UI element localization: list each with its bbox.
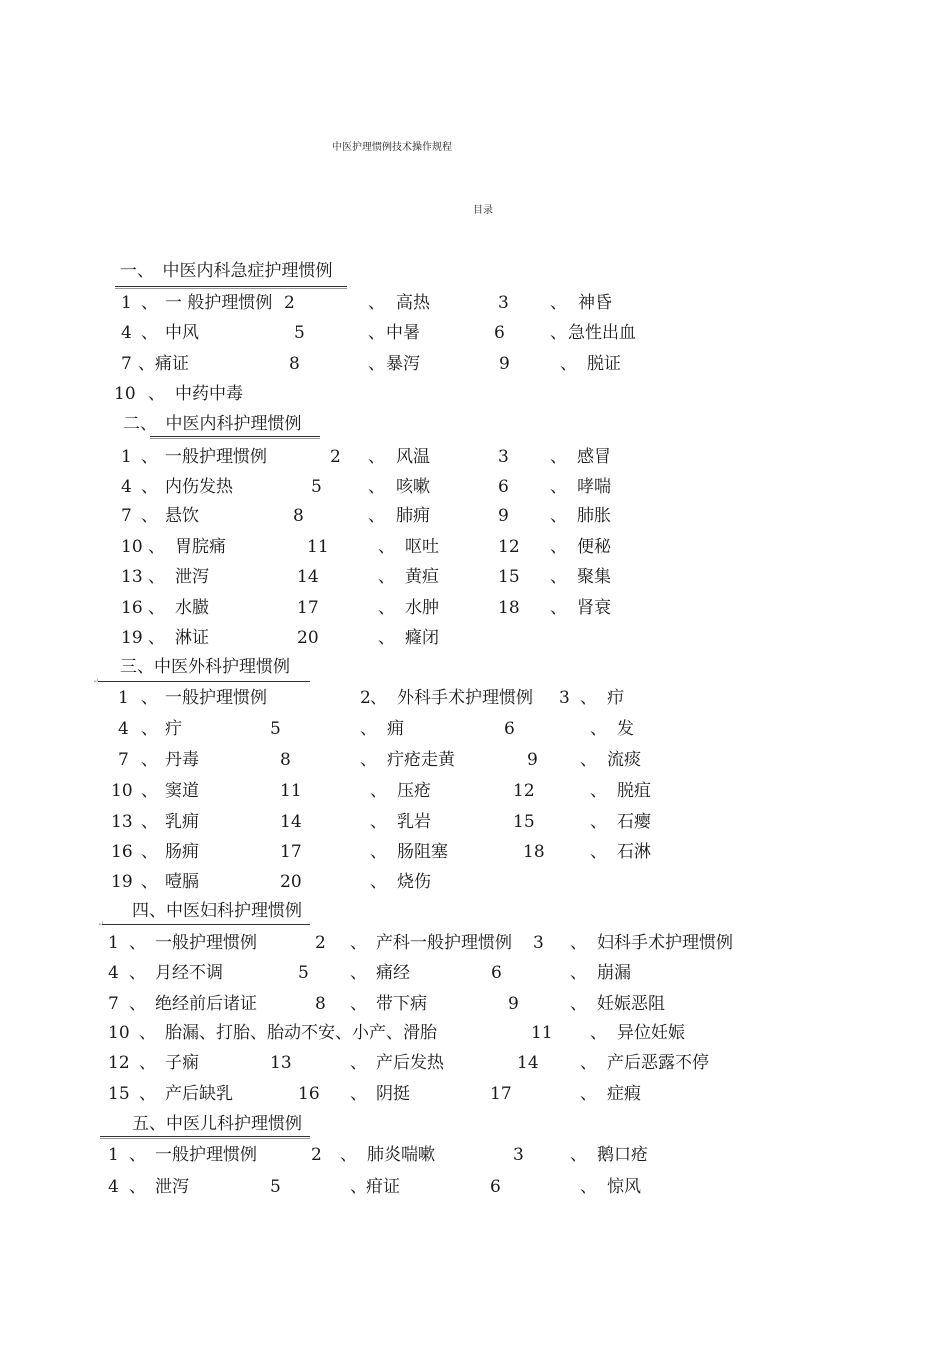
item-number: 6 [498,477,509,497]
item-number: 6 [490,1177,501,1197]
item-separator: 、 [141,750,158,770]
item-title: 肠痈 [165,842,199,862]
item-number: 6 [494,323,505,343]
item-title: 产后缺乳 [165,1084,233,1104]
item-title: 症瘕 [607,1084,641,1104]
item-separator: 、 [350,963,367,983]
item-separator: 、 [350,994,367,1014]
item-separator: 、 [550,293,567,313]
item-number: 11 [280,781,302,801]
item-number: 3 [498,293,509,313]
item-separator: 、 [370,781,387,801]
item-separator: 、 [360,719,377,739]
item-title: 感冒 [577,447,611,467]
item-title: 脱证 [587,354,621,374]
item-separator: 、 [148,628,165,648]
item-number: 15 [513,812,535,832]
item-separator: 、 [350,933,367,953]
item-title: 胎漏、打胎、胎动不安、小产、滑胎 [165,1023,437,1043]
item-separator: 、 [580,750,597,770]
item-separator: 、 [148,567,165,587]
item-separator: 、 [378,537,395,557]
item-number: 16 [121,598,143,618]
item-number: 8 [293,506,304,526]
item-title: 水肿 [405,598,439,618]
item-separator: 、 [141,781,158,801]
item-separator: 、 [129,963,146,983]
item-separator: 、 [550,567,567,587]
item-title: 肺痈 [396,506,430,526]
item-separator: 、 [550,537,567,557]
heading-underline [115,286,347,289]
item-title: 阴挺 [376,1084,410,1104]
section-heading-surgery: 三、中医外科护理惯例 [120,657,290,677]
item-separator: 、 [129,1177,146,1197]
item-number: 13 [111,812,133,832]
item-number: 8 [315,994,326,1014]
item-separator: 、 [360,750,377,770]
item-separator: 、 [590,812,607,832]
item-separator: 、 [141,842,158,862]
item-title: 妇科手术护理惯例 [597,933,733,953]
item-number: 10 [121,537,143,557]
item-title: 异位妊娠 [617,1023,685,1043]
item-title: 流痰 [607,750,641,770]
item-number: 13 [270,1053,292,1073]
item-title: 肾衰 [577,598,611,618]
item-number: 7 [118,750,129,770]
item-number: 1 [118,688,129,708]
item-separator: 、 [370,872,387,892]
item-separator: 、 [141,293,158,313]
item-title: 高热 [396,293,430,313]
item-separator: 、 [550,323,567,343]
item-number: 12 [513,781,535,801]
section-heading-gynecology: 四、中医妇科护理惯例 [132,901,302,921]
item-separator: 、 [370,688,387,708]
toc-label: 目录 [473,205,493,216]
item-number: 20 [280,872,302,892]
item-number: 2 [311,1145,322,1165]
item-title: 胃脘痛 [175,537,226,557]
item-separator: 、 [141,447,158,467]
item-separator: 、 [560,354,577,374]
item-title: 便秘 [577,537,611,557]
item-number: 19 [121,628,143,648]
item-separator: 、 [148,537,165,557]
item-number: 4 [108,1177,119,1197]
item-separator: 、 [148,384,165,404]
heading-underline [100,1136,310,1139]
item-separator: 、 [368,293,385,313]
item-title: 绝经前后诸证 [155,994,257,1014]
item-separator: 、 [368,506,385,526]
item-separator: 、 [370,812,387,832]
heading-underline [98,681,310,682]
item-title: 石瘿 [617,812,651,832]
item-separator: 、 [580,1053,597,1073]
item-title: 痛证 [155,354,189,374]
item-title: 急性出血 [568,323,636,343]
item-number: 7 [121,506,132,526]
item-number: 18 [523,842,545,862]
item-separator: 、 [141,477,158,497]
item-number: 14 [280,812,302,832]
document-title: 中医护理惯例技术操作规程 [332,142,452,153]
item-title: 泄泻 [155,1177,189,1197]
item-separator: 、 [570,1145,587,1165]
item-number: 7 [121,354,132,374]
item-separator: 、 [350,1053,367,1073]
item-number: 17 [280,842,302,862]
item-title: 丹毒 [165,750,199,770]
item-number: 1 [121,447,132,467]
item-number: 7 [108,994,119,1014]
item-separator: 、 [580,1084,597,1104]
item-title: 痛经 [376,963,410,983]
section-heading-pediatrics: 五、中医儿科护理惯例 [132,1114,302,1134]
item-title: 聚集 [577,567,611,587]
item-number: 9 [508,994,519,1014]
item-number: 12 [498,537,520,557]
item-title: 黄疸 [405,567,439,587]
item-title: 外科手术护理惯例 [397,688,533,708]
item-title: 压疮 [397,781,431,801]
item-separator: 、 [550,506,567,526]
item-number: 12 [108,1053,130,1073]
item-title: 一 般护理惯例 [165,293,273,313]
item-title: 产科一般护理惯例 [376,933,512,953]
item-number: 14 [297,567,319,587]
item-title: 癃闭 [405,628,439,648]
item-title: 中暑 [386,323,420,343]
item-title: 水臌 [175,598,209,618]
item-title: 咳嗽 [396,477,430,497]
item-title: 风温 [396,447,430,467]
item-title: 产后恶露不停 [607,1053,709,1073]
item-number: 5 [298,963,309,983]
item-title: 乳岩 [397,812,431,832]
item-number: 1 [108,933,119,953]
item-number: 4 [121,477,132,497]
item-number: 9 [499,354,510,374]
item-title: 肺炎喘嗽 [367,1145,435,1165]
item-separator: 、 [550,447,567,467]
item-number: 10 [111,781,133,801]
item-number: 3 [559,688,570,708]
item-title: 悬饮 [165,506,199,526]
item-title: 鹅口疮 [597,1145,648,1165]
item-title: 噎膈 [165,872,199,892]
item-separator: 、 [139,1053,156,1073]
item-title: 崩漏 [597,963,631,983]
item-number: 3 [498,447,509,467]
item-number: 5 [270,1177,281,1197]
item-separator: 、 [368,477,385,497]
item-number: 13 [121,567,143,587]
item-separator: 、 [141,812,158,832]
item-number: 16 [298,1084,320,1104]
item-number: 14 [517,1053,539,1073]
item-separator: 、 [590,719,607,739]
item-number: 3 [513,1145,524,1165]
item-title: 疔疮走黄 [387,750,455,770]
item-title: 一般护理惯例 [165,688,267,708]
item-separator: 、 [138,354,155,374]
item-title: 神昏 [578,293,612,313]
item-title: 内伤发热 [165,477,233,497]
item-title: 一般护理惯例 [165,447,267,467]
item-number: 2 [330,447,341,467]
item-number: 9 [498,506,509,526]
item-number: 19 [111,872,133,892]
item-title: 烧伤 [397,872,431,892]
item-title: 一般护理惯例 [155,933,257,953]
item-number: 15 [498,567,520,587]
item-separator: 、 [350,1084,367,1104]
item-separator: 、 [550,477,567,497]
item-separator: 、 [590,842,607,862]
item-number: 9 [527,750,538,770]
item-number: 4 [121,323,132,343]
item-number: 20 [297,628,319,648]
item-separator: 、 [590,1023,607,1043]
item-separator: 、 [129,1145,146,1165]
item-separator: 、 [129,994,146,1014]
item-separator: 、 [370,842,387,862]
item-separator: 、 [139,1084,156,1104]
item-number: 4 [108,963,119,983]
item-title: 石淋 [617,842,651,862]
item-title: 疖 [607,688,624,708]
item-number: 4 [118,719,129,739]
item-number: 2 [284,293,295,313]
item-number: 1 [108,1145,119,1165]
item-number: 11 [531,1023,553,1043]
item-number: 15 [108,1084,130,1104]
item-separator: 、 [368,354,385,374]
item-title: 惊风 [607,1177,641,1197]
item-separator: 、 [141,719,158,739]
item-title: 疳证 [366,1177,400,1197]
item-separator: 、 [570,963,587,983]
item-title: 肠阻塞 [397,842,448,862]
item-separator: 、 [141,506,158,526]
item-title: 肺胀 [577,506,611,526]
item-separator: 、 [378,598,395,618]
item-title: 乳痈 [165,812,199,832]
item-separator: 、 [580,1177,597,1197]
item-number: 18 [498,598,520,618]
item-number: 2 [360,688,371,708]
item-separator: 、 [570,933,587,953]
item-number: 8 [280,750,291,770]
item-separator: 、 [141,323,158,343]
item-number: 5 [294,323,305,343]
item-separator: 、 [570,994,587,1014]
item-title: 妊娠恶阻 [597,994,665,1014]
item-title: 呕吐 [405,537,439,557]
item-title: 痈 [387,719,404,739]
paragraph-mark-icon: ↵ [93,677,99,685]
item-separator: 、 [590,781,607,801]
item-number: 17 [297,598,319,618]
paragraph-mark-icon: ↵ [98,920,104,928]
item-number: 2 [315,933,326,953]
item-separator: 、 [368,323,385,343]
item-number: 8 [289,354,300,374]
item-title: 淋证 [175,628,209,648]
item-title: 哮喘 [577,477,611,497]
item-separator: 、 [340,1145,357,1165]
item-number: 10 [114,384,136,404]
item-separator: 、 [580,688,597,708]
item-title: 窦道 [165,781,199,801]
section-heading-internal-emergency: 一、 中医内科急症护理惯例 [120,261,333,281]
item-separator: 、 [148,598,165,618]
item-number: 5 [270,719,281,739]
item-number: 10 [108,1023,130,1043]
item-title: 带下病 [376,994,427,1014]
item-number: 1 [121,293,132,313]
item-title: 子痫 [165,1053,199,1073]
item-title: 脱疽 [617,781,651,801]
item-title: 产后发热 [376,1053,444,1073]
item-separator: 、 [139,1023,156,1043]
item-title: 暴泻 [386,354,420,374]
item-number: 6 [504,719,515,739]
item-separator: 、 [550,598,567,618]
item-separator: 、 [378,567,395,587]
item-title: 疔 [165,719,182,739]
heading-underline [150,436,320,439]
item-separator: 、 [141,872,158,892]
item-number: 5 [311,477,322,497]
item-title: 泄泻 [175,567,209,587]
item-separator: 、 [368,447,385,467]
item-separator: 、 [378,628,395,648]
item-number: 6 [491,963,502,983]
item-number: 11 [307,537,329,557]
item-number: 17 [490,1084,512,1104]
item-separator: 、 [350,1177,367,1197]
item-separator: 、 [129,933,146,953]
item-separator: 、 [141,688,158,708]
heading-underline [102,924,310,925]
item-number: 16 [111,842,133,862]
section-heading-internal: 二、 中医内科护理惯例 [123,414,302,434]
item-title: 一般护理惯例 [155,1145,257,1165]
item-title: 发 [617,719,634,739]
item-title: 月经不调 [155,963,223,983]
item-title: 中风 [165,323,199,343]
item-title: 中药中毒 [175,384,243,404]
item-number: 3 [533,933,544,953]
